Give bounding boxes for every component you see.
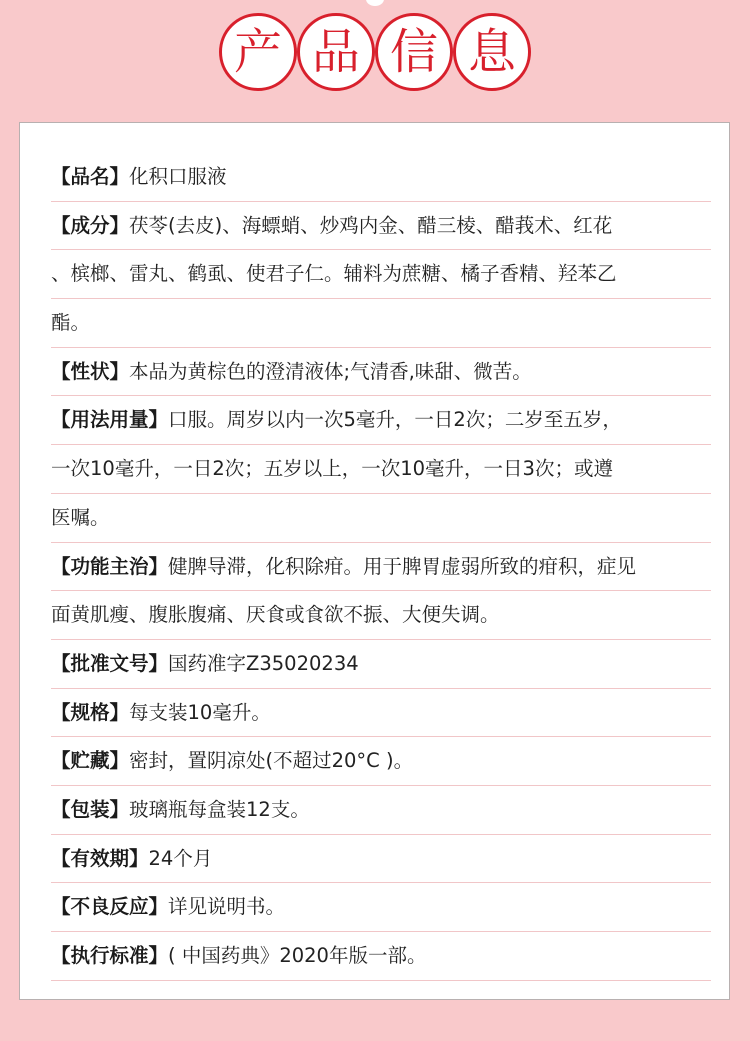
info-row — [51, 689, 711, 738]
row-text: ( 中国药典》2020年版一部。 — [168, 944, 427, 967]
row-text: 一次10毫升，一日2次；五岁以上，一次10毫升，一日3次；或遵 — [51, 457, 613, 481]
row-text: 详见说明书。 — [168, 895, 286, 919]
info-row — [51, 786, 711, 835]
row-label: 【有效期】 — [51, 846, 149, 870]
info-row — [51, 640, 711, 689]
row-label: 【品名】 — [51, 165, 130, 188]
info-row — [51, 250, 711, 299]
info-row — [51, 591, 711, 640]
info-row — [51, 835, 711, 884]
row-text: 医嘱。 — [51, 505, 110, 529]
info-row — [51, 543, 711, 592]
info-row — [51, 445, 711, 494]
row-text: 茯苓(去皮)、海螵蛸、炒鸡内金、醋三棱、醋莪术、红花 — [129, 213, 613, 237]
info-row — [51, 737, 711, 786]
row-text: 密封，置阴凉处(不超过20°C )。 — [129, 749, 414, 773]
info-row — [51, 883, 711, 932]
row-text: 健脾导滞，化积除疳。用于脾胃虚弱所致的疳积，症见 — [168, 554, 637, 578]
info-row — [51, 202, 711, 251]
heading-char-1: 产 — [219, 13, 297, 91]
row-text: 24个月 — [148, 846, 213, 870]
row-text: 口服。周岁以内一次5毫升，一日2次；二岁至五岁， — [168, 408, 622, 432]
row-label: 【成分】 — [51, 213, 130, 237]
product-info-card — [19, 122, 730, 1000]
info-row — [51, 932, 711, 981]
row-text: 国药准字Z35020234 — [168, 651, 359, 675]
row-label: 【规格】 — [51, 700, 130, 724]
row-label: 【执行标准】 — [51, 944, 169, 967]
row-text: 玻璃瓶每盒装12支。 — [129, 797, 310, 821]
row-label: 【包装】 — [51, 797, 130, 821]
row-text: 本品为黄棕色的澄清液体;气清香,味甜、微苦。 — [129, 359, 532, 383]
info-rows — [51, 153, 711, 981]
row-text: 化积口服液 — [129, 165, 227, 188]
info-row — [51, 396, 711, 445]
row-text: 每支装10毫升。 — [129, 700, 271, 724]
row-text: 面黄肌瘦、腹胀腹痛、厌食或食欲不振、大便失调。 — [51, 603, 500, 627]
heading-char-4: 息 — [453, 13, 531, 91]
info-row — [51, 348, 711, 397]
row-label: 【用法用量】 — [51, 408, 169, 432]
heading-char-3: 信 — [375, 13, 453, 91]
row-text: 酯。 — [51, 311, 91, 335]
row-text: 、槟榔、雷丸、鹤虱、使君子仁。辅料为蔗糖、橘子香精、羟苯乙 — [51, 262, 617, 286]
info-row — [51, 299, 711, 348]
row-label: 【不良反应】 — [51, 895, 169, 919]
row-label: 【批准文号】 — [51, 651, 169, 675]
heading-char-2: 品 — [297, 13, 375, 91]
top-notch-decoration — [366, 0, 384, 6]
row-label: 【性状】 — [51, 359, 130, 383]
info-row — [51, 494, 711, 543]
section-heading — [0, 10, 750, 100]
row-label: 【功能主治】 — [51, 554, 169, 578]
info-row — [51, 153, 711, 202]
row-label: 【贮藏】 — [51, 749, 130, 773]
